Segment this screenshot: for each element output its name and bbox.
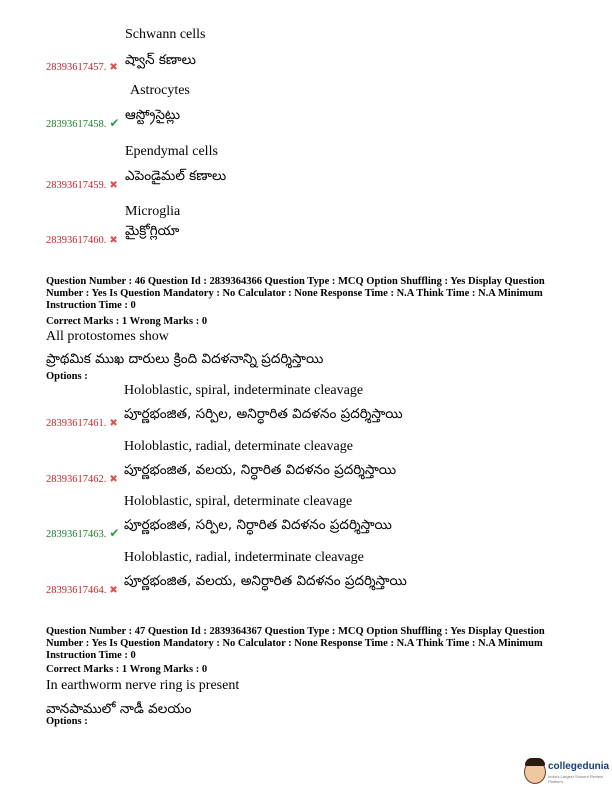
option-en: Holoblastic, spiral, determinate cleavage bbox=[124, 494, 353, 509]
option-en: Ependymal cells bbox=[125, 144, 218, 159]
option-te: ఎపెండైమల్ కణాలు bbox=[125, 168, 227, 184]
option-row bbox=[46, 580, 118, 598]
option-id: 28393617459. bbox=[46, 180, 107, 191]
wrong-mark-icon: ✖ bbox=[109, 418, 118, 429]
question-text-te: వానపాములో నాడీ వలయం bbox=[46, 701, 192, 717]
logo-tagline: India's Largest Student Review Platform bbox=[548, 774, 604, 784]
option-te: ష్వాన్ కణాలు bbox=[125, 52, 196, 68]
option-en: Schwann cells bbox=[125, 27, 206, 42]
option-te: మైక్రోగ్లియా bbox=[125, 223, 180, 239]
option-row bbox=[46, 57, 118, 75]
option-row bbox=[46, 114, 119, 132]
option-row bbox=[46, 524, 119, 542]
question-text-en: In earthworm nerve ring is present bbox=[46, 678, 240, 693]
option-te: ఆస్ట్రోసైట్లు bbox=[125, 107, 181, 123]
option-id: 28393617462. bbox=[46, 474, 107, 485]
question-meta: Question Number : 46 Question Id : 2839364366 Question Type : MCQ Option Shuffling : Yes Display Question Number : Yes Is Question Mandatory : No Calculator : None Response Time : N.A Think Time : N.A Minimum Instruction Time : 0 bbox=[46, 276, 545, 311]
option-id: 28393617463. bbox=[46, 529, 107, 540]
question-marks: Correct Marks : 1 Wrong Marks : 0 bbox=[46, 316, 208, 327]
options-label: Options : bbox=[46, 716, 88, 727]
option-row bbox=[46, 175, 118, 193]
option-en: Microglia bbox=[125, 204, 181, 219]
option-te: పూర్ణభంజిత, సర్పిల, అనిర్ధారిత విదళనం ప్రదర్శిస్తాయి bbox=[124, 406, 403, 422]
option-id: 28393617460. bbox=[46, 235, 107, 246]
correct-check-icon: ✔ bbox=[109, 526, 120, 540]
option-id: 28393617457. bbox=[46, 62, 107, 73]
option-id: 28393617458. bbox=[46, 119, 107, 130]
option-te: పూర్ణభంజిత, వలయ, అనిర్ధారిత విదళనం ప్రదర్శిస్తాయి bbox=[124, 573, 407, 589]
question-text-te: ప్రాథమిక ముఖ దారులు క్రింది విదళనాన్ని ప్రదర్శిస్తాయి bbox=[46, 351, 324, 367]
correct-check-icon: ✔ bbox=[109, 116, 120, 130]
option-en: Holoblastic, spiral, indeterminate cleavage bbox=[124, 383, 364, 398]
question-meta: Question Number : 47 Question Id : 2839364367 Question Type : MCQ Option Shuffling : Yes Display Question Number : Yes Is Question Mandatory : No Calculator : None Response Time : N.A Think Time : N.A Minimum Instruction Time : 0 bbox=[46, 626, 545, 661]
option-id: 28393617464. bbox=[46, 585, 107, 596]
logo-text: collegedunia bbox=[548, 761, 610, 772]
option-id: 28393617461. bbox=[46, 418, 107, 429]
collegedunia-logo[interactable] bbox=[524, 758, 612, 786]
option-en: Astrocytes bbox=[130, 83, 190, 98]
wrong-mark-icon: ✖ bbox=[109, 62, 118, 73]
question-marks: Correct Marks : 1 Wrong Marks : 0 bbox=[46, 664, 208, 675]
option-row bbox=[46, 230, 118, 248]
wrong-mark-icon: ✖ bbox=[109, 585, 118, 596]
wrong-mark-icon: ✖ bbox=[109, 235, 118, 246]
option-te: పూర్ణభంజిత, సర్పిల, నిర్ధారిత విదళనం ప్రదర్శిస్తాయి bbox=[124, 517, 392, 533]
option-row bbox=[46, 413, 118, 431]
wrong-mark-icon: ✖ bbox=[109, 474, 118, 485]
options-label: Options : bbox=[46, 371, 88, 382]
option-te: పూర్ణభంజిత, వలయ, నిర్ధారిత విదళనం ప్రదర్శిస్తాయి bbox=[124, 462, 397, 478]
mascot-hair-icon bbox=[525, 758, 545, 766]
wrong-mark-icon: ✖ bbox=[109, 180, 118, 191]
option-row bbox=[46, 469, 118, 487]
option-en: Holoblastic, radial, indeterminate cleavage bbox=[124, 550, 364, 565]
option-en: Holoblastic, radial, determinate cleavage bbox=[124, 439, 353, 454]
question-text-en: All protostomes show bbox=[46, 329, 169, 344]
